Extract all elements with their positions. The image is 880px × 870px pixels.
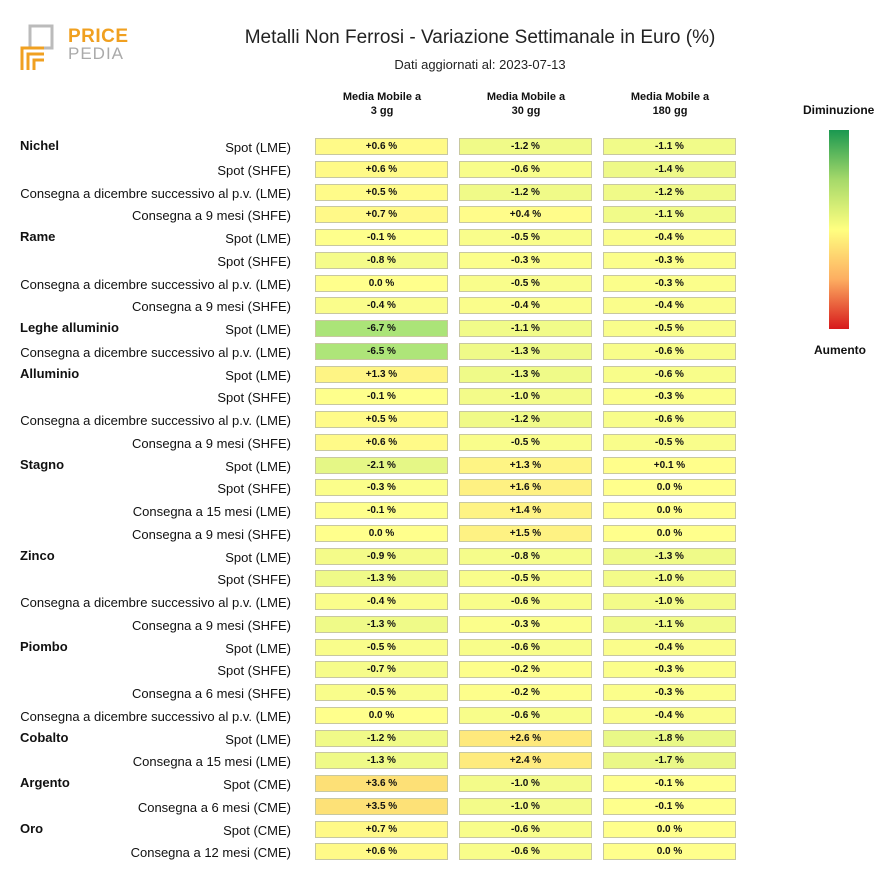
value-cell: -1.3 % bbox=[459, 343, 592, 360]
chart-subtitle: Dati aggiornati al: 2023-07-13 bbox=[394, 57, 566, 72]
value-cell: -2.1 % bbox=[315, 457, 448, 474]
value-cell: -0.4 % bbox=[603, 707, 736, 724]
value-cell: +0.7 % bbox=[315, 206, 448, 223]
value-cell: -0.2 % bbox=[459, 684, 592, 701]
value-cell: -6.7 % bbox=[315, 320, 448, 337]
row-label: Consegna a 6 mesi (CME) bbox=[137, 799, 291, 815]
value-cell: -0.1 % bbox=[315, 388, 448, 405]
value-cell: +2.6 % bbox=[459, 730, 592, 747]
value-cell: -0.3 % bbox=[603, 661, 736, 678]
value-cell: -1.1 % bbox=[459, 320, 592, 337]
row-label: Consegna a dicembre successivo al p.v. (LME) bbox=[20, 276, 291, 292]
value-cell: -0.5 % bbox=[459, 275, 592, 292]
value-cell: +1.4 % bbox=[459, 502, 592, 519]
row-label: Spot (LME) bbox=[225, 640, 291, 656]
value-cell: -0.4 % bbox=[603, 229, 736, 246]
row-label: Consegna a 15 mesi (LME) bbox=[132, 504, 291, 519]
value-cell: -0.4 % bbox=[603, 639, 736, 656]
row-label: Consegna a 12 mesi (CME) bbox=[130, 845, 291, 861]
value-cell: +0.6 % bbox=[315, 138, 448, 155]
value-cell: -1.2 % bbox=[603, 184, 736, 201]
value-cell: -0.5 % bbox=[603, 320, 736, 337]
value-cell: -6.5 % bbox=[315, 343, 448, 360]
value-cell: -0.4 % bbox=[315, 593, 448, 610]
column-header: Media Mobile a 3 gg bbox=[342, 91, 422, 117]
row-label: Spot (SHFE) bbox=[217, 162, 291, 178]
value-cell: -0.6 % bbox=[459, 161, 592, 178]
row-label: Consegna a 9 mesi (SHFE) bbox=[132, 299, 291, 315]
column-header: Media Mobile a 30 gg bbox=[486, 91, 566, 117]
row-label: Consegna a 15 mesi (LME) bbox=[132, 754, 291, 770]
value-cell: +0.5 % bbox=[315, 184, 448, 201]
row-label: Spot (SHFE) bbox=[217, 253, 291, 269]
row-label: Consegna a dicembre successivo al p.v. (LME) bbox=[20, 185, 291, 201]
value-cell: 0.0 % bbox=[315, 707, 448, 724]
value-cell: 0.0 % bbox=[603, 843, 736, 860]
group-label: Rame bbox=[20, 229, 56, 244]
value-cell: -1.0 % bbox=[603, 570, 736, 587]
row-label: Spot (LME) bbox=[225, 322, 291, 337]
value-cell: -0.6 % bbox=[603, 411, 736, 428]
group-label: Alluminio bbox=[20, 365, 80, 381]
value-cell: -1.2 % bbox=[459, 138, 592, 155]
value-cell: -0.6 % bbox=[459, 821, 592, 838]
value-cell: +3.6 % bbox=[315, 775, 448, 792]
value-cell: -1.1 % bbox=[603, 206, 736, 223]
value-cell: -0.8 % bbox=[459, 548, 592, 565]
value-cell: -1.1 % bbox=[603, 616, 736, 633]
value-cell: +0.7 % bbox=[315, 821, 448, 838]
row-label: Consegna a 9 mesi (SHFE) bbox=[132, 526, 291, 542]
row-label: Spot (SHFE) bbox=[217, 390, 291, 406]
row-label: Consegna a dicembre successivo al p.v. (LME) bbox=[20, 344, 291, 360]
value-cell: -0.3 % bbox=[603, 388, 736, 405]
value-cell: -0.1 % bbox=[315, 229, 448, 246]
value-cell: -1.0 % bbox=[459, 388, 592, 405]
value-cell: -0.5 % bbox=[315, 639, 448, 656]
group-label: Nichel bbox=[20, 138, 60, 153]
value-cell: -0.4 % bbox=[315, 297, 448, 314]
legend-bottom-label: Aumento bbox=[814, 343, 866, 357]
row-label: Spot (LME) bbox=[225, 458, 291, 474]
row-label: Spot (SHFE) bbox=[217, 663, 291, 679]
value-cell: +1.3 % bbox=[459, 457, 592, 474]
value-cell: -0.5 % bbox=[603, 434, 736, 451]
value-cell: -0.1 % bbox=[603, 798, 736, 815]
group-label: Leghe alluminio bbox=[20, 320, 119, 335]
value-cell: -1.3 % bbox=[459, 366, 592, 383]
value-cell: -0.3 % bbox=[459, 616, 592, 633]
row-label: Consegna a 9 mesi (SHFE) bbox=[132, 617, 291, 633]
value-cell: -0.4 % bbox=[459, 297, 592, 314]
row-label: Spot (CME) bbox=[223, 822, 291, 838]
value-cell: +0.6 % bbox=[315, 434, 448, 451]
color-scale-bar bbox=[829, 130, 849, 329]
row-label: Consegna a 9 mesi (SHFE) bbox=[132, 435, 291, 451]
value-cell: -0.4 % bbox=[603, 297, 736, 314]
value-cell: 0.0 % bbox=[603, 525, 736, 542]
value-cell: -1.0 % bbox=[603, 593, 736, 610]
value-cell: +0.4 % bbox=[459, 206, 592, 223]
value-cell: +1.3 % bbox=[315, 366, 448, 383]
value-cell: -1.3 % bbox=[315, 616, 448, 633]
value-cell: -0.2 % bbox=[459, 661, 592, 678]
value-cell: -1.0 % bbox=[459, 798, 592, 815]
logo-mark-icon bbox=[20, 24, 68, 74]
row-label: Spot (LME) bbox=[225, 549, 291, 565]
value-cell: -0.8 % bbox=[315, 252, 448, 269]
value-cell: -0.6 % bbox=[459, 593, 592, 610]
value-cell: -1.3 % bbox=[603, 548, 736, 565]
row-label: Consegna a 6 mesi (SHFE) bbox=[132, 686, 291, 701]
value-cell: -0.6 % bbox=[603, 343, 736, 360]
value-cell: +0.1 % bbox=[603, 457, 736, 474]
value-cell: -0.5 % bbox=[459, 229, 592, 246]
row-label: Consegna a dicembre successivo al p.v. (LME) bbox=[20, 595, 291, 610]
value-cell: -0.1 % bbox=[603, 775, 736, 792]
group-label: Zinco bbox=[20, 547, 55, 563]
value-cell: -1.8 % bbox=[603, 730, 736, 747]
value-cell: -1.3 % bbox=[315, 570, 448, 587]
row-label: Spot (CME) bbox=[223, 777, 291, 792]
group-label: Argento bbox=[20, 775, 70, 790]
value-cell: -1.1 % bbox=[603, 138, 736, 155]
group-label: Oro bbox=[20, 820, 44, 836]
row-label: Spot (LME) bbox=[225, 231, 291, 246]
row-label: Spot (LME) bbox=[225, 140, 291, 155]
value-cell: -1.0 % bbox=[459, 775, 592, 792]
group-label: Stagno bbox=[20, 456, 65, 472]
value-cell: 0.0 % bbox=[315, 525, 448, 542]
chart-title: Metalli Non Ferrosi - Variazione Settimanale in Euro (%) bbox=[244, 27, 716, 48]
value-cell: -0.6 % bbox=[459, 639, 592, 656]
value-cell: +2.4 % bbox=[459, 752, 592, 769]
value-cell: +0.6 % bbox=[315, 161, 448, 178]
value-cell: -0.3 % bbox=[459, 252, 592, 269]
pricepedia-logo bbox=[20, 24, 130, 74]
value-cell: -0.9 % bbox=[315, 548, 448, 565]
legend-top-label: Diminuzione bbox=[803, 103, 875, 117]
row-label: Consegna a 9 mesi (SHFE) bbox=[132, 208, 291, 224]
value-cell: 0.0 % bbox=[603, 502, 736, 519]
value-cell: -1.2 % bbox=[315, 730, 448, 747]
value-cell: +0.6 % bbox=[315, 843, 448, 860]
value-cell: -0.6 % bbox=[603, 366, 736, 383]
value-cell: -1.2 % bbox=[459, 411, 592, 428]
value-cell: -0.3 % bbox=[603, 252, 736, 269]
value-cell: -0.1 % bbox=[315, 502, 448, 519]
value-cell: -0.3 % bbox=[603, 275, 736, 292]
row-label: Spot (SHFE) bbox=[217, 572, 291, 588]
group-label: Cobalto bbox=[20, 729, 69, 745]
value-cell: -1.2 % bbox=[459, 184, 592, 201]
value-cell: 0.0 % bbox=[603, 479, 736, 496]
group-label: Piombo bbox=[20, 638, 68, 654]
logo-text-price: PRICE bbox=[68, 26, 129, 47]
logo-text-pedia: PEDIA bbox=[68, 44, 125, 63]
value-cell: +1.5 % bbox=[459, 525, 592, 542]
value-cell: -1.7 % bbox=[603, 752, 736, 769]
value-cell: +3.5 % bbox=[315, 798, 448, 815]
row-label: Spot (LME) bbox=[225, 367, 291, 383]
row-label: Spot (SHFE) bbox=[217, 481, 291, 497]
row-label: Consegna a dicembre successivo al p.v. (LME) bbox=[20, 708, 291, 724]
value-cell: -0.5 % bbox=[315, 684, 448, 701]
value-cell: -1.4 % bbox=[603, 161, 736, 178]
value-cell: -0.6 % bbox=[459, 707, 592, 724]
value-cell: -0.5 % bbox=[459, 434, 592, 451]
value-cell: 0.0 % bbox=[315, 275, 448, 292]
value-cell: -0.6 % bbox=[459, 843, 592, 860]
row-label: Spot (LME) bbox=[225, 731, 291, 747]
column-header: Media Mobile a 180 gg bbox=[630, 91, 710, 117]
value-cell: +1.6 % bbox=[459, 479, 592, 496]
value-cell: -0.7 % bbox=[315, 661, 448, 678]
value-cell: -1.3 % bbox=[315, 752, 448, 769]
row-label: Consegna a dicembre successivo al p.v. (LME) bbox=[20, 413, 291, 428]
value-cell: -0.5 % bbox=[459, 570, 592, 587]
value-cell: -0.3 % bbox=[603, 684, 736, 701]
value-cell: 0.0 % bbox=[603, 821, 736, 838]
value-cell: -0.3 % bbox=[315, 479, 448, 496]
value-cell: +0.5 % bbox=[315, 411, 448, 428]
